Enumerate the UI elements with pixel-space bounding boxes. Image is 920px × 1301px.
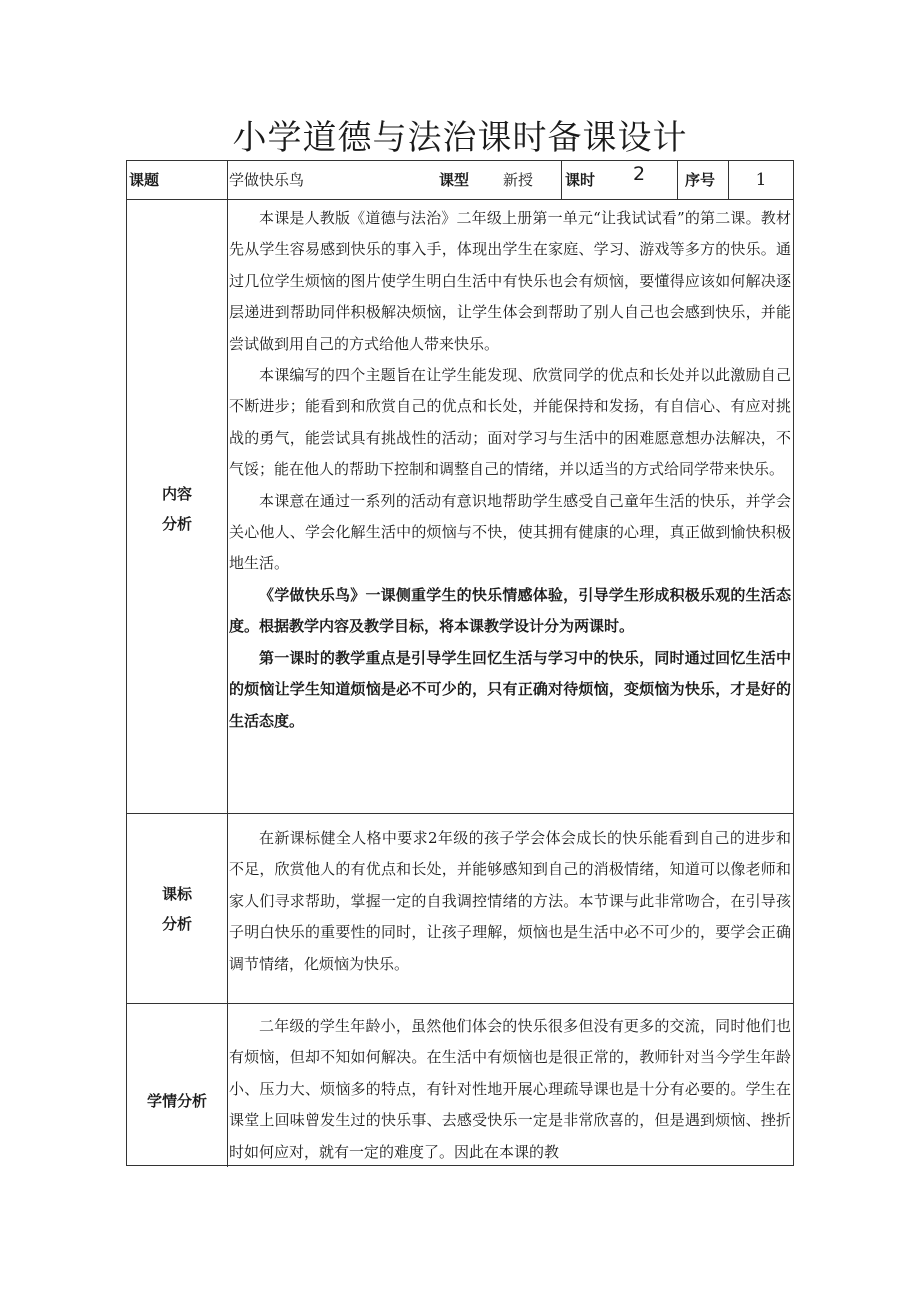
bold-paragraph: 《学做快乐鸟》一课侧重学生的快乐情感体验，引导学生形成积极乐观的生活态度。根据教学内容及教学目标，将本课教学设计分为两课时。 — [229, 585, 791, 636]
page-title: 小学道德与法治课时备课设计 — [232, 118, 688, 158]
curriculum-analysis-text — [229, 823, 791, 980]
paragraph: 本课编写的四个主题旨在让学生能发现、欣赏同学的优点和长处并以此激励自己不断进步；能看到和欣赏自己的优点和长处，并能保持和发扬，有自信心、有应对挑战的勇气，能尝试具有挑战性的活动；面对学习与生活中的困难愿意想办法解决，不气馁；能在他人的帮助下控制和调整自己的情绪，并以适当的方式给同学带来快乐。 — [229, 366, 791, 479]
seq-label: 序号 — [685, 171, 716, 189]
header-divider — [677, 161, 678, 199]
header-divider — [561, 161, 562, 199]
hours-label: 课时 — [565, 171, 596, 189]
paragraph: 本课意在通过一系列的活动有意识地帮助学生感受自己童年生活的快乐，并学会关心他人、学会化解生活中的烦恼与不快，使其拥有健康的心理，真正做到愉快积极地生活。 — [229, 491, 791, 573]
paragraph: 二年级的学生年龄小，虽然他们体会的快乐很多但没有更多的交流，同时他们也有烦恼，但却不知如何解决。在生活中有烦恼也是很正常的，教师针对当今学生年龄小、压力大、烦恼多的特点，有针对性地开展心理疏导课也是十分有必要的。学生在课堂上回味曾发生过的快乐事、去感受快乐一定是非常欣喜的，但是遇到烦恼、挫折时如何应对，就有一定的难度了。因此在本课的教 — [229, 1017, 791, 1161]
learner-analysis-text — [229, 1011, 791, 1168]
paragraph: 在新课标健全人格中要求2年级的孩子学会体会成长的快乐能看到自己的进步和不足，欣赏他人的有优点和长处，并能够感知到自己的消极情绪，知道可以像老师和家人们寻求帮助，掌握一定的自我调控情绪的方法。本节课与此非常吻合，在引导孩子明白快乐的重要性的同时，让孩子理解，烦恼也是生活中必不可少的，要学会正确调节情绪，化烦恼为快乐。 — [229, 829, 791, 973]
curriculum-analysis-label: 课标 分析 — [161, 885, 192, 933]
seq-value: 1 — [755, 170, 767, 190]
lesson-plan-table — [126, 160, 794, 1166]
learner-analysis-label: 学情分析 — [146, 1092, 207, 1110]
type-value: 新授 — [503, 171, 534, 189]
label-column-divider — [227, 161, 228, 1167]
hours-value: 2 — [633, 163, 646, 185]
paragraph: 本课是人教版《道德与法治》二年级上册第一单元“让我试试看”的第二课。教材先从学生容易感到快乐的事入手，体现出学生在家庭、学习、游戏等多方的快乐。通过几位学生烦恼的图片使学生明白生活中有快乐也会有烦恼，要懂得应该如何解决逐层递进到帮助同伴积极解决烦恼，让学生体会到帮助了别人自己也会感到快乐，并能尝试做到用自己的方式给他人带来快乐。 — [229, 209, 791, 353]
type-label: 课型 — [439, 171, 470, 189]
topic-label: 课题 — [129, 171, 160, 189]
bold-paragraph: 第一课时的教学重点是引导学生回忆生活与学习中的快乐，同时通过回忆生活中的烦恼让学生知道烦恼是必不可少的，只有正确对待烦恼，变烦恼为快乐，才是好的生活态度。 — [229, 648, 791, 730]
content-analysis-label: 内容 分析 — [161, 485, 192, 533]
content-analysis-text — [229, 203, 791, 737]
topic-value: 学做快乐鸟 — [229, 171, 305, 189]
